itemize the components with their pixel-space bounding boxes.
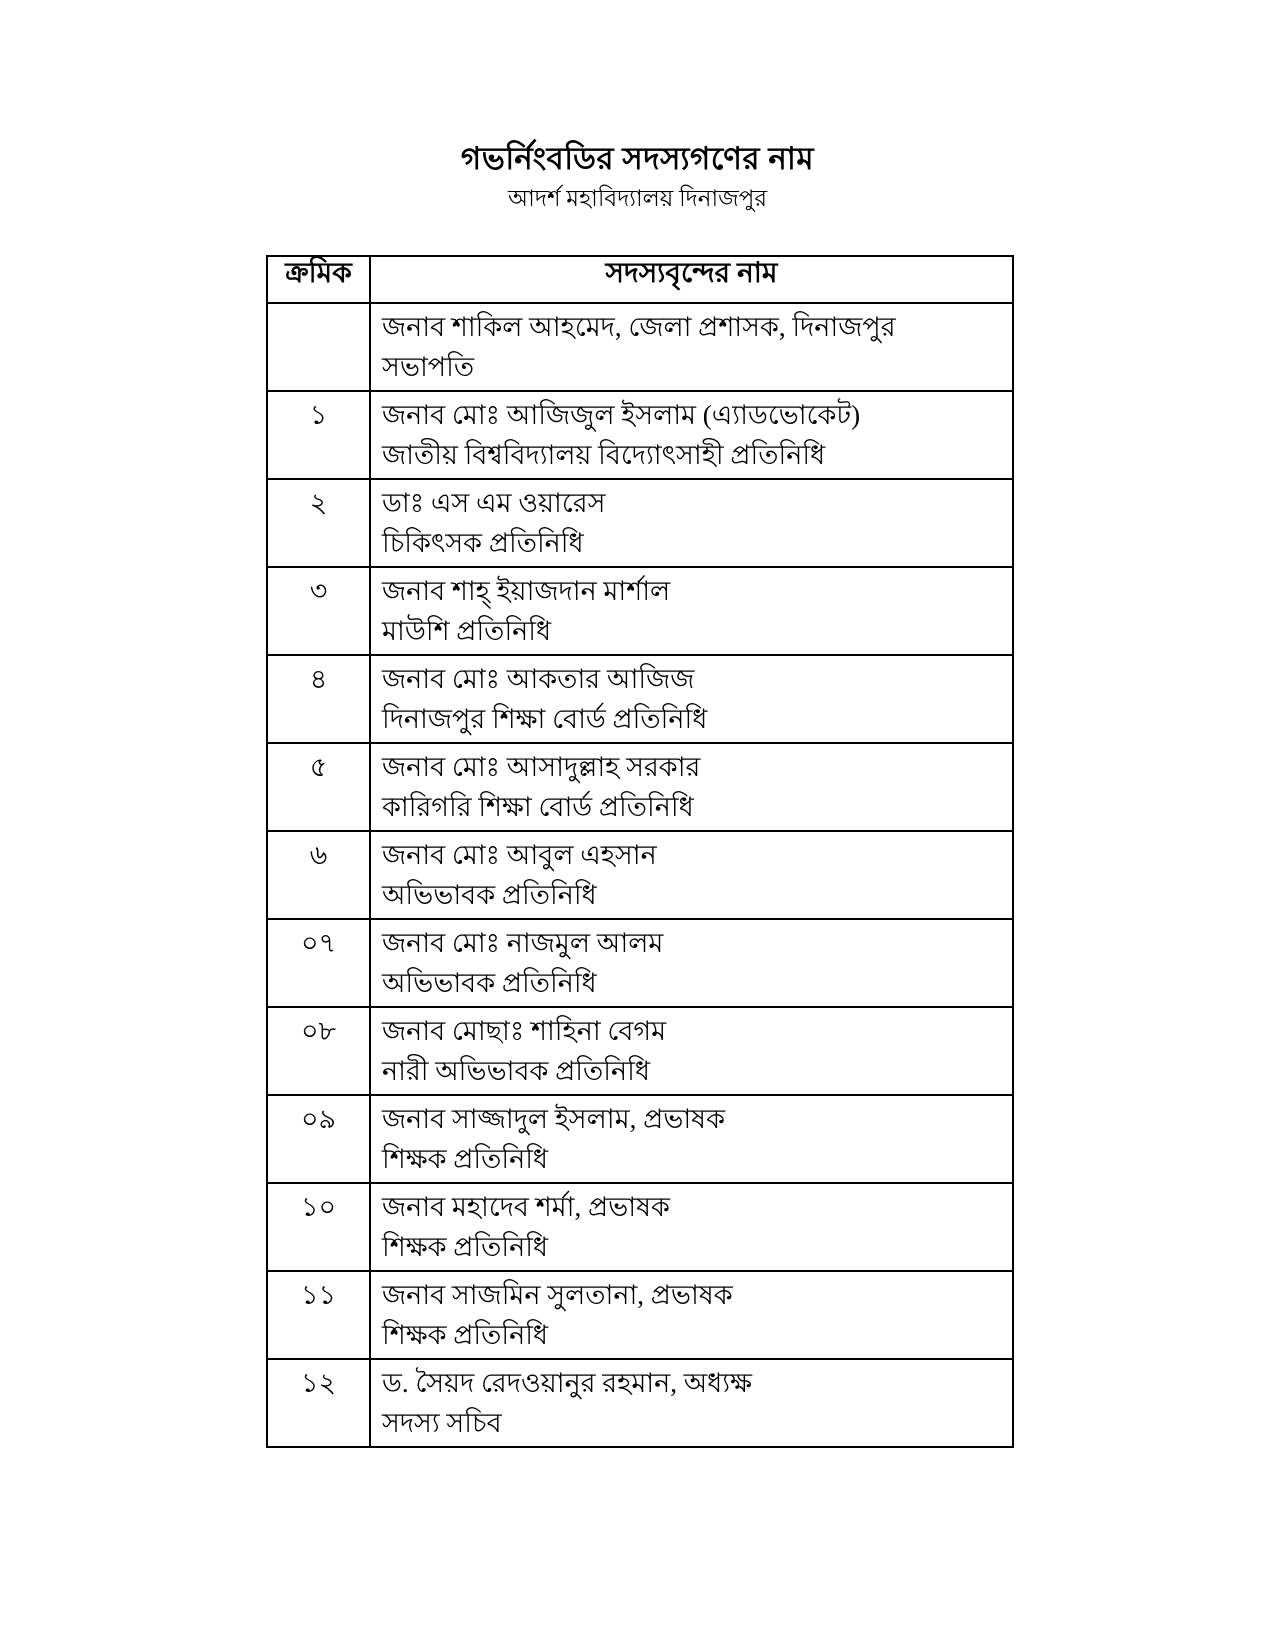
member-name: জনাব মোঃ আসাদুল্লাহ সরকার — [382, 752, 701, 782]
member-name: জনাব মোঃ নাজমুল আলম — [382, 928, 664, 958]
table-row — [267, 479, 1013, 567]
member-cell — [370, 743, 1013, 831]
member-name: জনাব মোঃ আকতার আজিজ — [382, 664, 695, 694]
member-serial — [267, 303, 370, 391]
member-serial: ২ — [267, 479, 370, 567]
member-name: জনাব মহাদেব শর্মা, প্রভাষক — [382, 1192, 670, 1222]
member-role: সদস্য সচিব — [382, 1408, 502, 1438]
member-name: জনাব সাজমিন সুলতানা, প্রভাষক — [382, 1280, 733, 1310]
table-row — [267, 567, 1013, 655]
member-role: অভিভাবক প্রতিনিধি — [382, 968, 597, 998]
member-serial: ৫ — [267, 743, 370, 831]
member-name: জনাব মোছাঃ শাহিনা বেগম — [382, 1016, 667, 1046]
member-serial: ০৭ — [267, 919, 370, 1007]
table-row — [267, 831, 1013, 919]
member-role: শিক্ষক প্রতিনিধি — [382, 1232, 549, 1262]
table-row — [267, 743, 1013, 831]
member-cell — [370, 831, 1013, 919]
member-serial: ১১ — [267, 1271, 370, 1359]
table-row — [267, 1007, 1013, 1095]
member-serial: ০৯ — [267, 1095, 370, 1183]
member-role: চিকিৎসক প্রতিনিধি — [382, 528, 584, 558]
member-cell — [370, 1007, 1013, 1095]
member-role: মাউশি প্রতিনিধি — [382, 616, 552, 646]
member-serial: ১০ — [267, 1183, 370, 1271]
document-subtitle: আদর্শ মহাবিদ্যালয় দিনাজপুর — [508, 186, 767, 211]
member-cell — [370, 919, 1013, 1007]
members-table — [266, 255, 1014, 1448]
table-row — [267, 919, 1013, 1007]
header-serial-column: ক্রমিক — [267, 256, 370, 303]
member-role: জাতীয় বিশ্ববিদ্যালয় বিদ্যোৎসাহী প্রতিনিধি — [382, 440, 826, 470]
member-name: ড. সৈয়দ রেদওয়ানুর রহমান, অধ্যক্ষ — [382, 1368, 752, 1398]
member-role: সভাপতি — [382, 352, 475, 382]
member-cell — [370, 1095, 1013, 1183]
table-row — [267, 655, 1013, 743]
member-cell — [370, 479, 1013, 567]
table-header-row — [267, 256, 1013, 303]
member-name: জনাব শাহ্ ইয়াজদান মার্শাল — [382, 576, 671, 606]
member-name: জনাব মোঃ আবুল এহসান — [382, 840, 657, 870]
member-serial: ১ — [267, 391, 370, 479]
member-cell — [370, 1359, 1013, 1447]
table-body — [267, 303, 1013, 1447]
member-name: জনাব শাকিল আহমেদ, জেলা প্রশাসক, দিনাজপুর — [382, 312, 896, 342]
member-cell — [370, 567, 1013, 655]
member-serial: ৩ — [267, 567, 370, 655]
table-row — [267, 391, 1013, 479]
member-cell — [370, 1271, 1013, 1359]
member-cell — [370, 1183, 1013, 1271]
table-row — [267, 1183, 1013, 1271]
member-role: শিক্ষক প্রতিনিধি — [382, 1320, 549, 1350]
member-role: শিক্ষক প্রতিনিধি — [382, 1144, 549, 1174]
member-name: জনাব সাজ্জাদুল ইসলাম, প্রভাষক — [382, 1104, 725, 1134]
member-serial: ১২ — [267, 1359, 370, 1447]
header-name-column: সদস্যবৃন্দের নাম — [370, 256, 1013, 303]
member-name: ডাঃ এস এম ওয়ারেস — [382, 488, 606, 518]
member-role: অভিভাবক প্রতিনিধি — [382, 880, 597, 910]
document-title: গভর্নিংবডির সদস্যগণের নাম — [460, 141, 815, 176]
member-cell — [370, 655, 1013, 743]
table-row — [267, 1095, 1013, 1183]
member-name: জনাব মোঃ আজিজুল ইসলাম (এ্যাডভোকেট) — [382, 400, 861, 430]
member-role: দিনাজপুর শিক্ষা বোর্ড প্রতিনিধি — [382, 704, 708, 734]
member-cell — [370, 391, 1013, 479]
member-serial: ৪ — [267, 655, 370, 743]
member-role: কারিগরি শিক্ষা বোর্ড প্রতিনিধি — [382, 792, 694, 822]
member-serial: ৬ — [267, 831, 370, 919]
member-serial: ০৮ — [267, 1007, 370, 1095]
table-row — [267, 303, 1013, 391]
table-row — [267, 1359, 1013, 1447]
member-cell — [370, 303, 1013, 391]
table-row — [267, 1271, 1013, 1359]
member-role: নারী অভিভাবক প্রতিনিধি — [382, 1056, 650, 1086]
